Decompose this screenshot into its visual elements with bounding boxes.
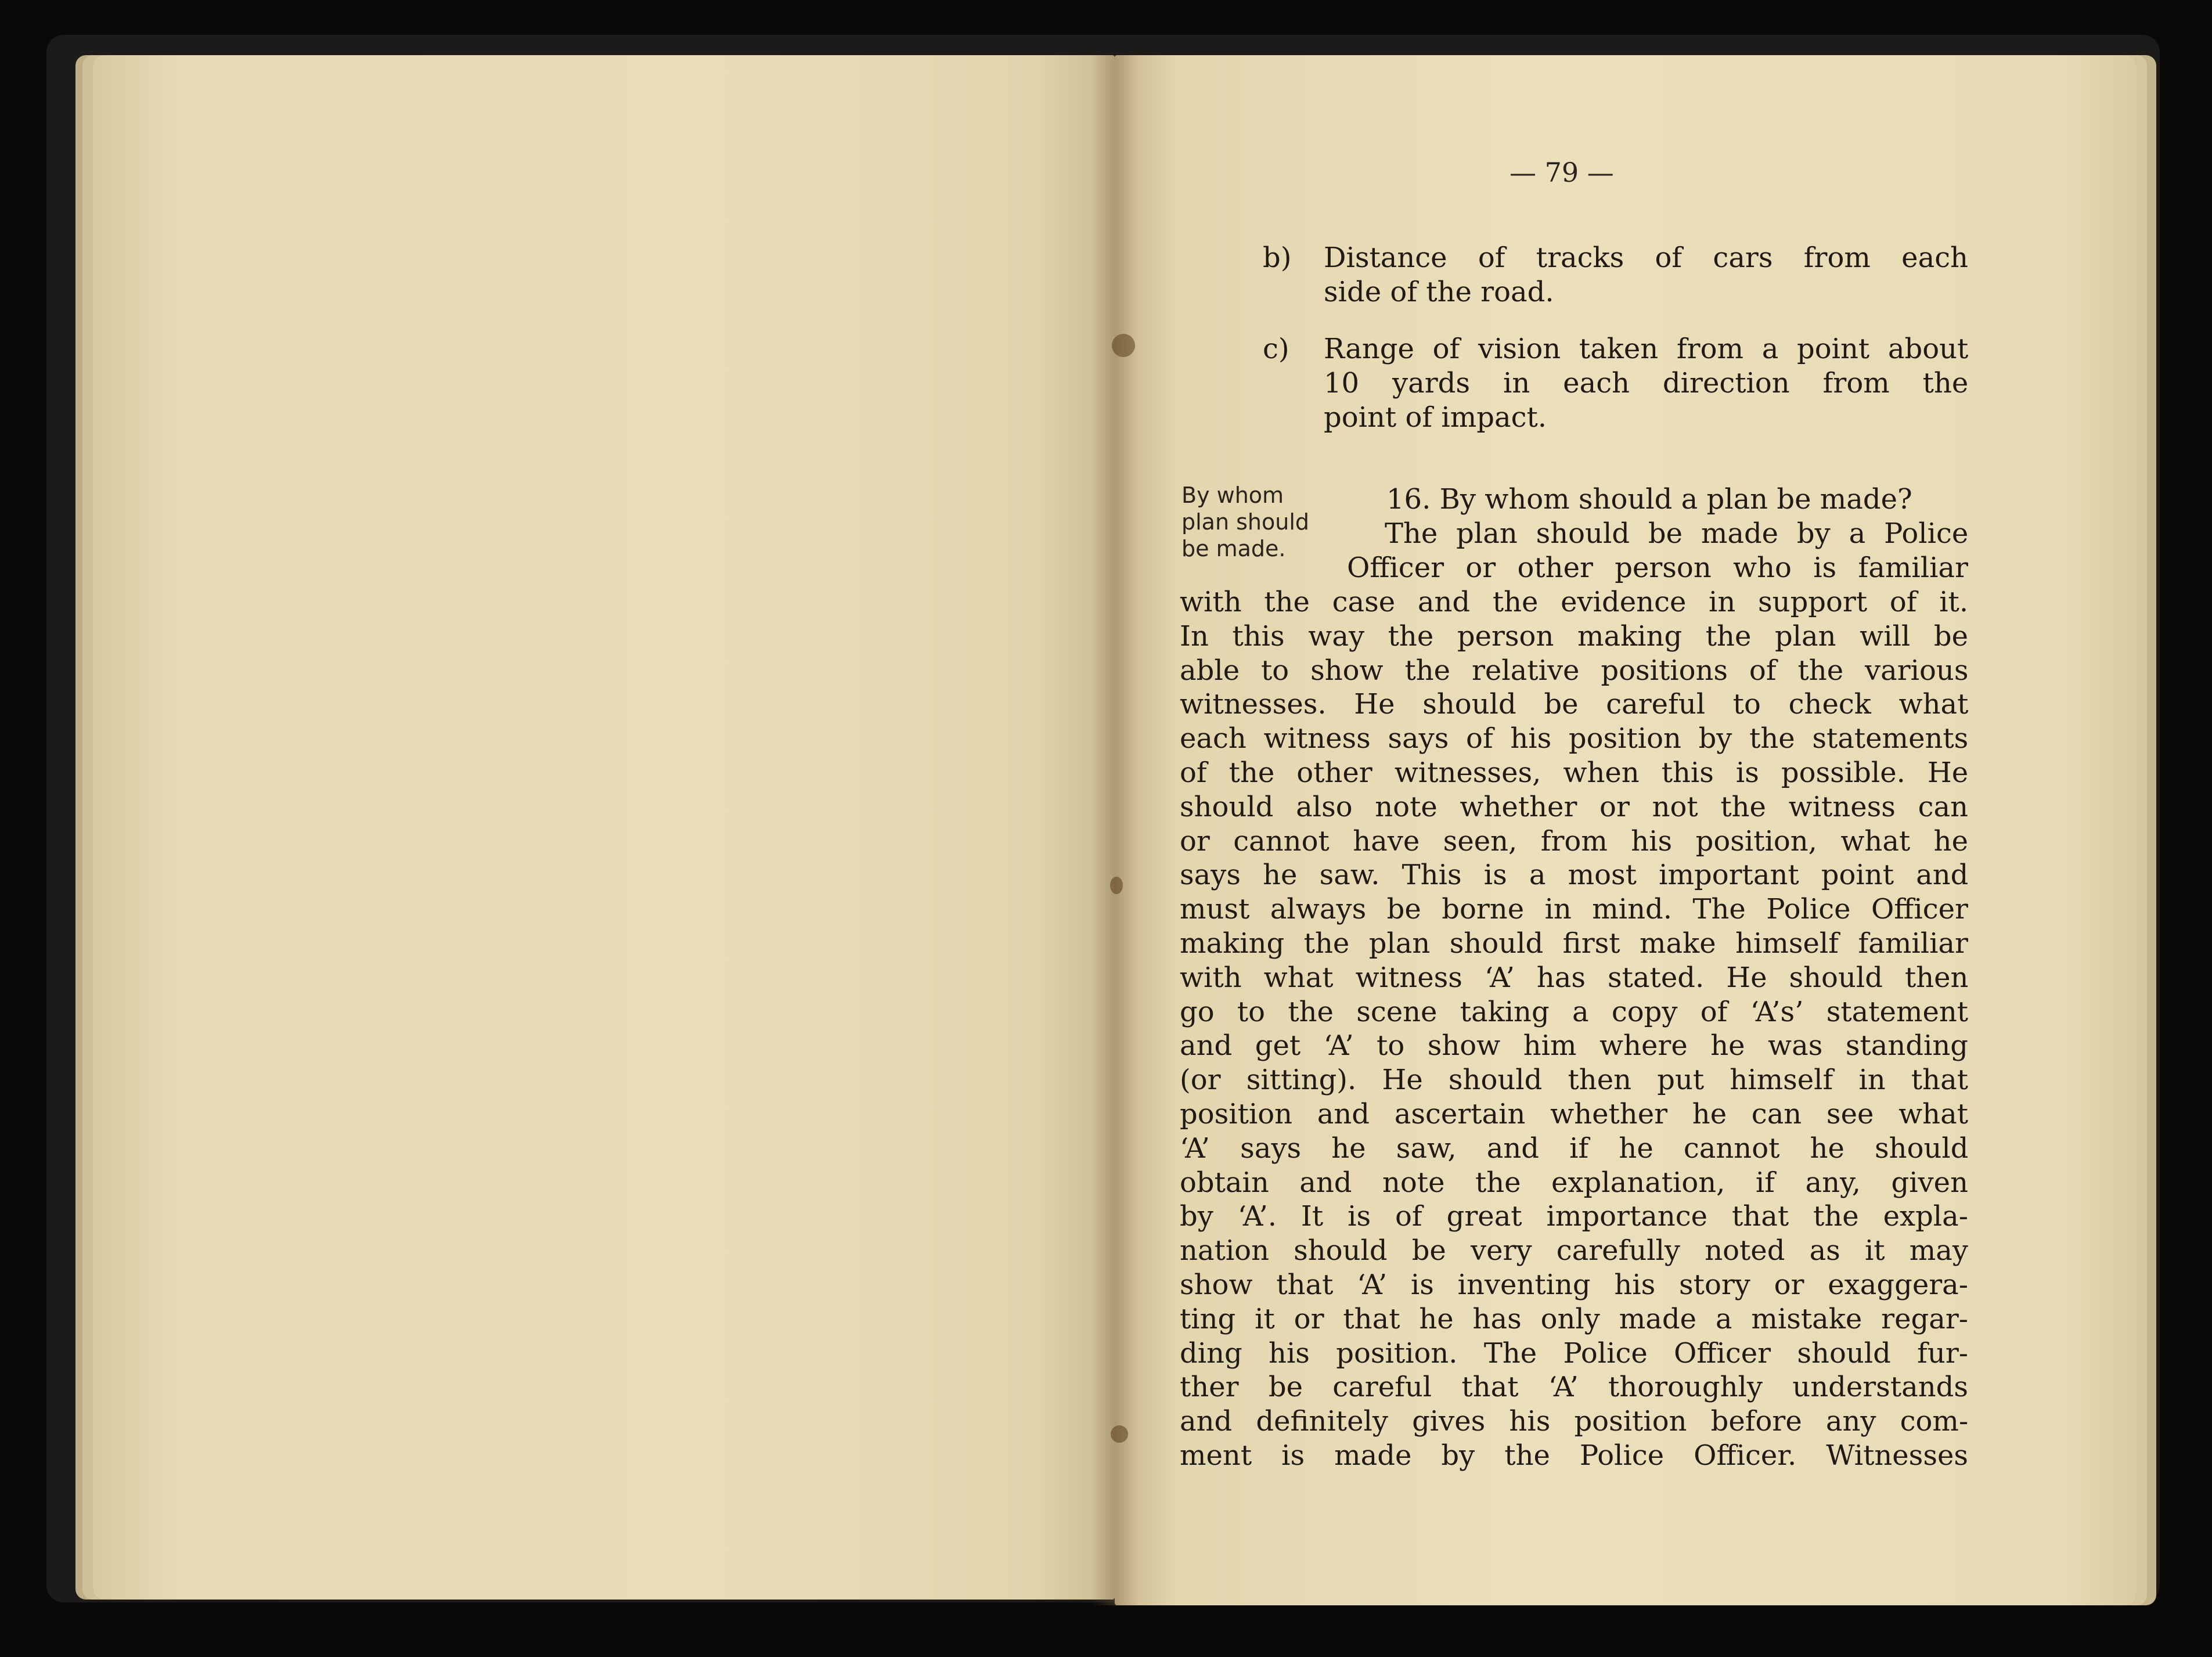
binding-thread-mark <box>1110 877 1123 894</box>
text-line: making the plan should first make himself familiar <box>1180 927 1968 960</box>
text-line: nation should be very carefully noted as it may <box>1180 1234 1968 1267</box>
list-item-text <box>1324 241 1968 309</box>
text-line: Distance of tracks of cars from each <box>1324 242 1968 274</box>
body-paragraph <box>1180 585 1968 1473</box>
list-item <box>1263 241 1968 309</box>
text-line: ting it or that he has only made a mistake regar- <box>1180 1302 1968 1335</box>
page-number: — 79 — <box>1510 157 1614 188</box>
list-item-text <box>1324 332 1968 434</box>
text-line: position and ascertain whether he can see what <box>1180 1097 1968 1130</box>
list-marker: b) <box>1263 242 1292 274</box>
text-line: with what witness ‘A’ has stated. He should then <box>1180 961 1969 994</box>
text-line: The plan should be made by a Police <box>1385 517 1969 550</box>
margin-note-line: plan should <box>1181 509 1310 535</box>
text-line: 10 yards in each direction from the <box>1324 366 1969 399</box>
text-line: Range of vision taken from a point about <box>1324 333 1969 365</box>
text-line: and definitely gives his position before any com- <box>1180 1405 1969 1438</box>
text-line: should also note whether or not the witness can <box>1180 790 1968 823</box>
text-line: ther be careful that ‘A’ thoroughly understands <box>1180 1371 1968 1404</box>
text-line: ding his position. The Police Officer should fur- <box>1180 1337 1968 1370</box>
text-line: or cannot have seen, from his position, what he <box>1180 824 1968 858</box>
text-line: witnesses. He should be careful to check what <box>1180 688 1969 721</box>
left-page <box>93 55 1115 1600</box>
text-line: and get ‘A’ to show him where he was standing <box>1180 1029 1969 1062</box>
text-line: In this way the person making the plan will be <box>1180 619 1969 653</box>
margin-note-line: be made. <box>1181 536 1286 561</box>
text-line: (or sitting). He should then put himself in that <box>1180 1064 1968 1097</box>
text-line: show that ‘A’ is inventing his story or exaggera- <box>1180 1268 1968 1301</box>
text-line: says he saw. This is a most important point and <box>1180 859 1969 892</box>
text-line: Officer or other person who is familiar <box>1347 552 1968 584</box>
text-line: each witness says of his position by the statements <box>1180 722 1969 755</box>
text-line: of the other witnesses, when this is possible. He <box>1180 756 1969 789</box>
text-line: with the case and the evidence in support of it. <box>1180 586 1969 618</box>
list-marker: c) <box>1263 333 1289 365</box>
text-line: go to the scene taking a copy of ‘A’s’ statement <box>1180 995 1969 1028</box>
binding-thread-mark <box>1112 334 1135 357</box>
body-paragraph-indented <box>1385 517 1968 551</box>
text-line: ment is made by the Police Officer. Witnesses <box>1180 1439 1968 1472</box>
section-question: 16. By whom should a plan be made? <box>1386 483 1912 516</box>
text-line: ‘A’ says he saw, and if he cannot he should <box>1180 1132 1969 1165</box>
text-line: point of impact. <box>1324 401 1547 434</box>
text-line: side of the road. <box>1324 275 1554 308</box>
text-line: must always be borne in mind. The Police Officer <box>1180 893 1968 926</box>
margin-note <box>1181 482 1327 562</box>
text-line: obtain and note the explanation, if any, given <box>1180 1166 1968 1199</box>
text-line: by ‘A’. It is of great importance that the expla- <box>1180 1200 1968 1233</box>
body-paragraph-indented <box>1347 551 1968 585</box>
binding-thread-mark <box>1111 1425 1128 1443</box>
margin-note-line: By whom <box>1181 482 1284 508</box>
list-item <box>1263 332 1968 434</box>
text-line: able to show the relative positions of the various <box>1180 654 1969 687</box>
book-gutter <box>1091 55 1138 1605</box>
